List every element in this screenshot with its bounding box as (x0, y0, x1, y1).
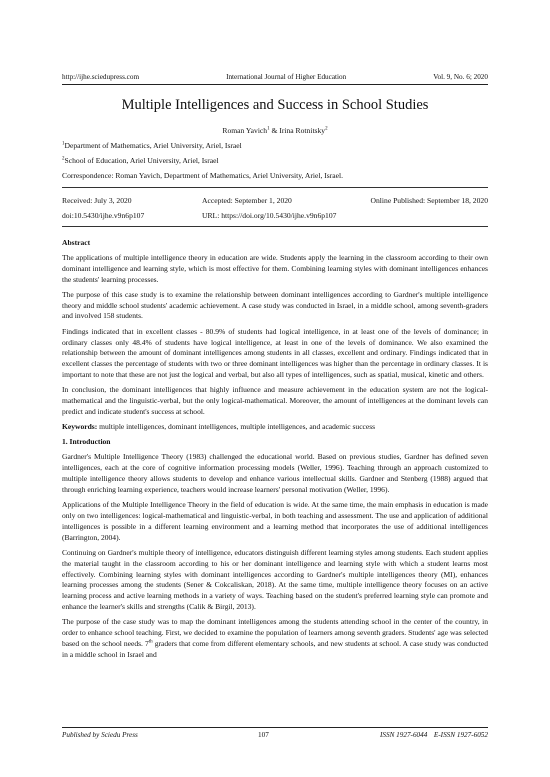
body-paragraph: Gardner's Multiple Intelligence Theory (1983) challenged the educational world. Based on previous studies, Gardner has defined seven intelligences, each at the core of cognitive information processing models (Weller, 1996). Teaching through an approach customized to multiple intelligence theory allows students to develop and enhance various intellectual skills. Gardner and Stenberg (1988) argued that through enriching learning experience, teachers would increase learners' personal motivation (Weller, 1996). (62, 452, 488, 494)
article-body (62, 238, 488, 665)
keywords-text: multiple intelligences, dominant intelligences, multiple intelligences, and academic success (97, 422, 376, 432)
eissn: E-ISSN 1927-6052 (433, 731, 488, 739)
doi-url[interactable]: URL: https://doi.org/10.5430/ijhe.v9n6p107 (202, 211, 337, 220)
body-paragraph: Applications of the Multiple Intelligence Theory in the field of education is wide. At the same time, the main emphasis in education is made only on two intelligences: logical-mathematical and linguistic-verbal, in both teaching and assessment. The use and application of additional intelligences is possible in a different learning environment and a learning method that incorporates the use of additional intelligences (Barrington, 2004). (62, 500, 488, 542)
affiliation-2 (62, 156, 219, 165)
doi: doi:10.5430/ijhe.v9n6p107 (62, 211, 145, 220)
author-separator: & (269, 126, 280, 135)
affiliation-2-sup: 2 (62, 156, 65, 162)
journal-name: International Journal of Higher Education (226, 73, 347, 81)
author-1: Roman Yavich (222, 126, 268, 135)
body-paragraph: Continuing on Gardner's multiple theory of intelligence, educators distinguish different learning styles among students. Each student applies the material taught in the classroom according to his or her dominant intelligence and learning style with which a student learns most effectively. Combining learning styles with dominant intelligences according to Gardner's multiple intelligences theory (MI), enhances learning processes among the students (Sener & Cokcaliskan, 2018). At the same time, multiple intelligence theory focuses on an active learning process and active learning methods in a variety of ways. Teaching based on the student's preferred learning style can promote and enhance the learner's skills and strengths (Calik & Birgil, 2013). (62, 547, 488, 612)
author-line (62, 126, 488, 135)
issn: ISSN 1927-6044 (380, 731, 428, 739)
meta-rule-bottom (62, 226, 488, 227)
ids-row (62, 211, 488, 221)
accepted-date: Accepted: September 1, 2020 (202, 196, 292, 205)
section-heading: 1. Introduction (62, 437, 111, 447)
running-footer (62, 731, 488, 741)
author-1-sup: 1 (267, 126, 270, 132)
affiliation-2-text: School of Education, Ariel University, Ariel, Israel (64, 156, 219, 165)
journal-url[interactable]: http://ijhe.sciedupress.com (62, 73, 140, 81)
dates-row (62, 196, 488, 206)
abstract-paragraph: In conclusion, the dominant intelligences that highly influence and measure achievement in the education system are not the logical-mathematical and the linguistic-verbal, but the only logical-mathematical. Moreover, the amount of intelligences at the dominant levels can predict and indicate student's success at school. (62, 385, 488, 416)
correspondence: Correspondence: Roman Yavich, Department of Mathematics, Ariel University, Ariel, Israel. (62, 171, 344, 180)
abstract-paragraph: The purpose of this case study is to examine the relationship between dominant intelligences according to Gardner's multiple intelligence theory and middle school students' academic achievement. A case study was conducted in Israel, in a middle school, among seventh-graders and involved 158 students. (62, 289, 488, 321)
abstract-paragraph: Findings indicated that in excellent classes - 80.9% of students had logical intelligence, in at least one of the levels of dominance; in ordinary classes only 48.4% of students have logical intelligence, at least in one of the levels of dominance. We also examined the relationship between the amount of dominant intelligences among students in all classes, excellent and ordinary. Findings indicated that in excellent classes the percentage of students with two or three dominant intelligences was higher than the percentage in ordinary classes. It is important to note that these are not just the logical and verbal, but also all types of intelligences, such as spatial, musical, kinetic and others. (62, 326, 488, 380)
body-text-b: graders that come from different elementary schools, and new students at school. A case study was conducted in a middle school in Israel and (62, 638, 490, 659)
header-rule (62, 84, 488, 85)
body-paragraph-last (62, 617, 488, 660)
meta-rule-top (62, 187, 488, 188)
publisher: Published by Sciedu Press (62, 731, 138, 739)
ordinal-sup: th (148, 639, 153, 645)
affiliation-1-sup: 1 (62, 141, 65, 147)
received-date: Received: July 3, 2020 (62, 196, 132, 205)
page-number: 107 (258, 731, 269, 739)
affiliation-1-text: Department of Mathematics, Ariel University, Ariel, Israel (64, 141, 242, 150)
running-header (62, 73, 488, 83)
author-2-sup: 2 (325, 126, 328, 132)
affiliation-1 (62, 141, 242, 150)
abstract-paragraph: The applications of multiple intelligence theory in education are wide. Students apply the learning in the classroom according to their own dominant intelligence and learning style, which is most effective for them. Combining learning styles with dominant intelligences enhances the students' learning processes. (62, 252, 488, 284)
footer-rule (62, 727, 488, 728)
author-2: Irina Rotnitsky (279, 126, 326, 135)
published-date: Online Published: September 18, 2020 (370, 196, 488, 205)
body-text-a: The purpose of the case study was to map the dominant intelligences among the students attending school in the center of the country, in order to enhance school teaching. First, we decided to examine the population of learners among seventh graders. Students' age was selected based on the school needs. 7 (62, 617, 488, 648)
abstract-heading: Abstract (62, 238, 91, 247)
article-title: Multiple Intelligences and Success in School Studies (121, 97, 429, 113)
keywords (62, 422, 488, 433)
volume-info: Vol. 9, No. 6; 2020 (433, 73, 488, 81)
keywords-label: Keywords: (62, 422, 98, 432)
